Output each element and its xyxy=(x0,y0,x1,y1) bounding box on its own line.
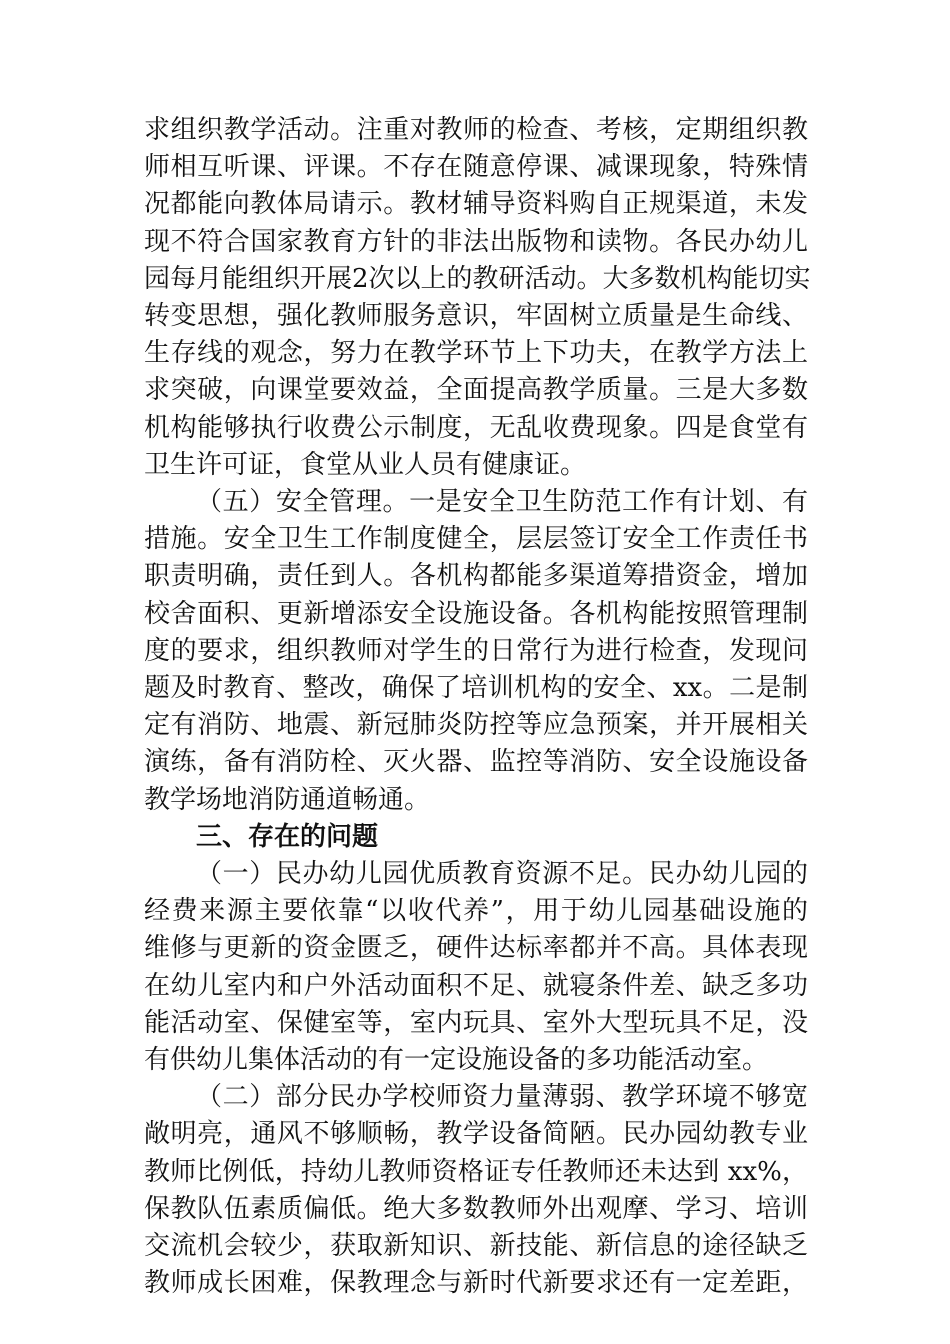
paragraph-safety-management xyxy=(144,484,808,819)
text-line: 定有消防、地震、新冠肺炎防控等应急预案，并开展相关 xyxy=(144,710,808,741)
text-line: 度的要求，组织教师对学生的日常行为进行检查，发现问 xyxy=(144,635,808,666)
text-line: 教师比例低，持幼儿教师资格证专任教师还未达到 xx%， xyxy=(144,1156,808,1187)
text-line: 园每月能组织开展2次以上的教研活动。大多数机构能切实 xyxy=(144,263,811,294)
section-heading-problems: 三、存在的问题 xyxy=(196,821,379,852)
text-line: 演练，备有消防栓、灭火器、监控等消防、安全设施设备 xyxy=(144,747,808,778)
paragraph-problem-two xyxy=(144,1079,808,1302)
text-line: 教学场地消防通道畅通。 xyxy=(144,784,431,815)
text-line: 教师成长困难，保教理念与新时代新要求还有一定差距， xyxy=(144,1268,808,1299)
text-line: 在幼儿室内和户外活动面积不足、就寝条件差、缺乏多功 xyxy=(144,970,808,1001)
text-line: 求组织教学活动。注重对教师的检查、考核，定期组织教 xyxy=(144,115,808,145)
text-line: 校舍面积、更新增添安全设施设备。各机构能按照管理制 xyxy=(144,598,808,629)
text-line: 措施。安全卫生工作制度健全，层层签订安全工作责任书 xyxy=(144,524,808,555)
text-line: 能活动室、保健室等，室内玩具、室外大型玩具不足，没 xyxy=(144,1007,808,1038)
text-line: 机构能够执行收费公示制度，无乱收费现象。四是食堂有 xyxy=(144,412,808,443)
text-line: 经费来源主要依靠“以收代养”，用于幼儿园基础设施的 xyxy=(144,896,808,927)
text-line: （一）民办幼儿园优质教育资源不足。民办幼儿园的 xyxy=(196,859,808,890)
text-line: 转变思想，强化教师服务意识，牢固树立质量是生命线、 xyxy=(144,301,808,332)
text-line: 有供幼儿集体活动的有一定设施设备的多功能活动室。 xyxy=(144,1045,769,1076)
text-line: 敞明亮，通风不够顺畅，教学设备简陋。民办园幼教专业 xyxy=(144,1119,808,1150)
paragraph-teaching-management xyxy=(144,112,811,484)
text-line: 职责明确，责任到人。各机构都能多渠道筹措资金，增加 xyxy=(144,561,808,592)
document-body xyxy=(144,112,811,1303)
text-line: （二）部分民办学校师资力量薄弱、教学环境不够宽 xyxy=(196,1082,808,1113)
text-line: 卫生许可证，食堂从业人员有健康证。 xyxy=(144,449,587,480)
text-line: 现不符合国家教育方针的非法出版物和读物。各民办幼儿 xyxy=(144,226,808,257)
paragraph-problem-one xyxy=(144,856,808,1079)
text-line: 求突破，向课堂要效益，全面提高教学质量。三是大多数 xyxy=(144,375,808,406)
text-line: 师相互听课、评课。不存在随意停课、减课现象，特殊情 xyxy=(144,152,808,183)
text-line: 题及时教育、整改，确保了培训机构的安全、xx。二是制 xyxy=(144,673,808,704)
text-line: 况都能向教体局请示。教材辅导资料购自正规渠道，未发 xyxy=(144,189,808,220)
text-line: 保教队伍素质偏低。绝大多数教师外出观摩、学习、培训 xyxy=(144,1193,808,1224)
text-line: 交流机会较少，获取新知识、新技能、新信息的途径缺乏 xyxy=(144,1231,808,1262)
text-line: （五）安全管理。一是安全卫生防范工作有计划、有 xyxy=(196,487,808,518)
text-line: 维修与更新的资金匮乏，硬件达标率都并不高。具体表现 xyxy=(144,933,808,964)
text-line: 生存线的观念，努力在教学环节上下功夫，在教学方法上 xyxy=(144,338,808,369)
